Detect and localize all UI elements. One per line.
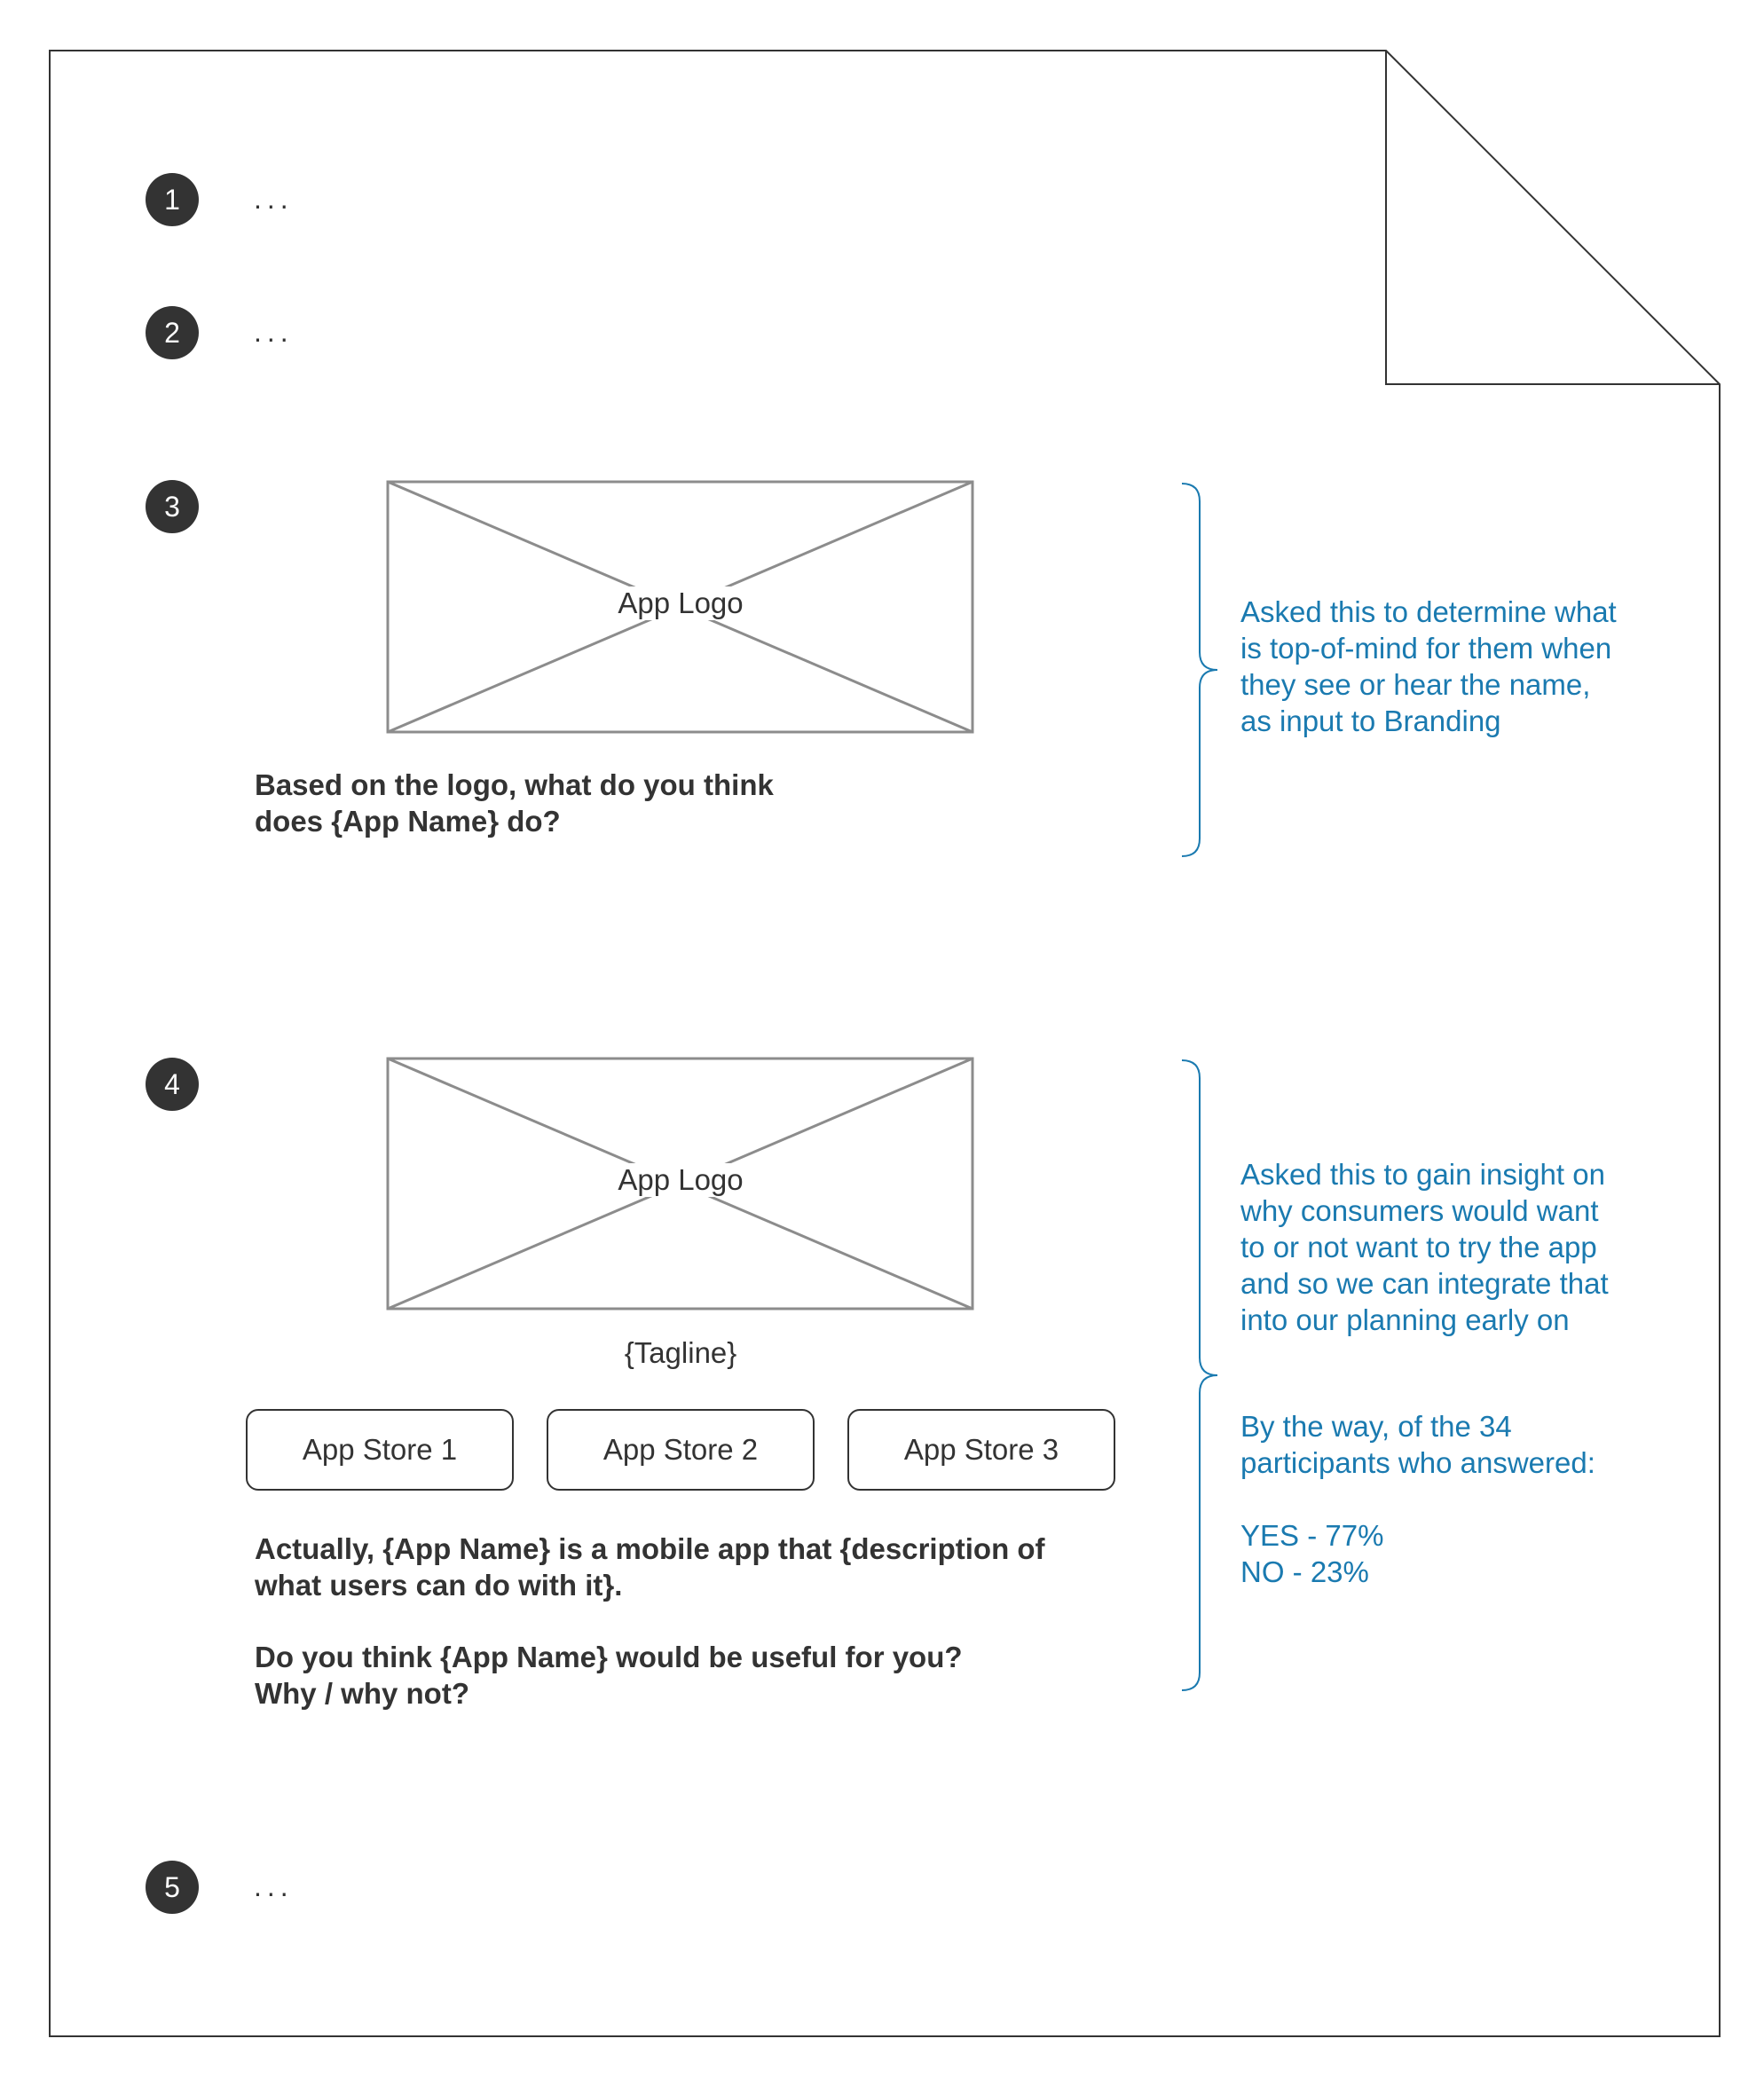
result-yes: YES - 77% xyxy=(1240,1519,1384,1552)
question-line: Based on the logo, what do you think xyxy=(255,768,774,801)
step4-logo-label: App Logo xyxy=(607,1163,753,1197)
stats-intro-line: participants who answered: xyxy=(1240,1446,1595,1479)
step-badge-4: 4 xyxy=(146,1058,199,1111)
step1-placeholder: ... xyxy=(254,183,294,215)
tagline: {Tagline} xyxy=(624,1336,737,1369)
description-line: what users can do with it}. xyxy=(255,1569,623,1602)
step-badge-2: 2 xyxy=(146,306,199,359)
step5-placeholder: ... xyxy=(254,1870,294,1902)
annotation-line: they see or hear the name, xyxy=(1240,668,1591,701)
step4-question xyxy=(255,1639,963,1712)
step3-annotation xyxy=(1240,594,1617,739)
app-store-2-button[interactable]: App Store 2 xyxy=(547,1409,815,1491)
step3-logo-label: App Logo xyxy=(607,586,753,620)
annotation-line: as input to Branding xyxy=(1240,704,1501,737)
step-badge-3: 3 xyxy=(146,480,199,533)
page-outline xyxy=(50,51,1720,2036)
annotation-line: is top-of-mind for them when xyxy=(1240,632,1612,665)
question-line: Do you think {App Name} would be useful for you? xyxy=(255,1641,963,1673)
question-line: does {App Name} do? xyxy=(255,805,561,838)
app-store-1-button[interactable]: App Store 1 xyxy=(246,1409,514,1491)
annotation-line: and so we can integrate that xyxy=(1240,1267,1609,1300)
annotation-line: Asked this to determine what xyxy=(1240,595,1617,628)
description-line: Actually, {App Name} is a mobile app that {description of xyxy=(255,1532,1045,1565)
step4-stats xyxy=(1240,1408,1595,1590)
stats-intro-line: By the way, of the 34 xyxy=(1240,1410,1512,1443)
app-store-3-button[interactable]: App Store 3 xyxy=(847,1409,1115,1491)
step-badge-5: 5 xyxy=(146,1861,199,1914)
annotation-line: Asked this to gain insight on xyxy=(1240,1158,1605,1191)
annotation-line: into our planning early on xyxy=(1240,1303,1570,1336)
annotation-line: why consumers would want xyxy=(1240,1194,1599,1227)
step3-brace xyxy=(1182,484,1217,856)
step4-description xyxy=(255,1531,1045,1603)
step4-annotation xyxy=(1240,1156,1609,1338)
step2-placeholder: ... xyxy=(254,316,294,348)
question-line: Why / why not? xyxy=(255,1677,469,1710)
step3-question xyxy=(255,767,774,839)
annotation-line: to or not want to try the app xyxy=(1240,1231,1597,1263)
step4-brace xyxy=(1182,1060,1217,1690)
result-no: NO - 23% xyxy=(1240,1555,1369,1588)
step-badge-1: 1 xyxy=(146,173,199,226)
